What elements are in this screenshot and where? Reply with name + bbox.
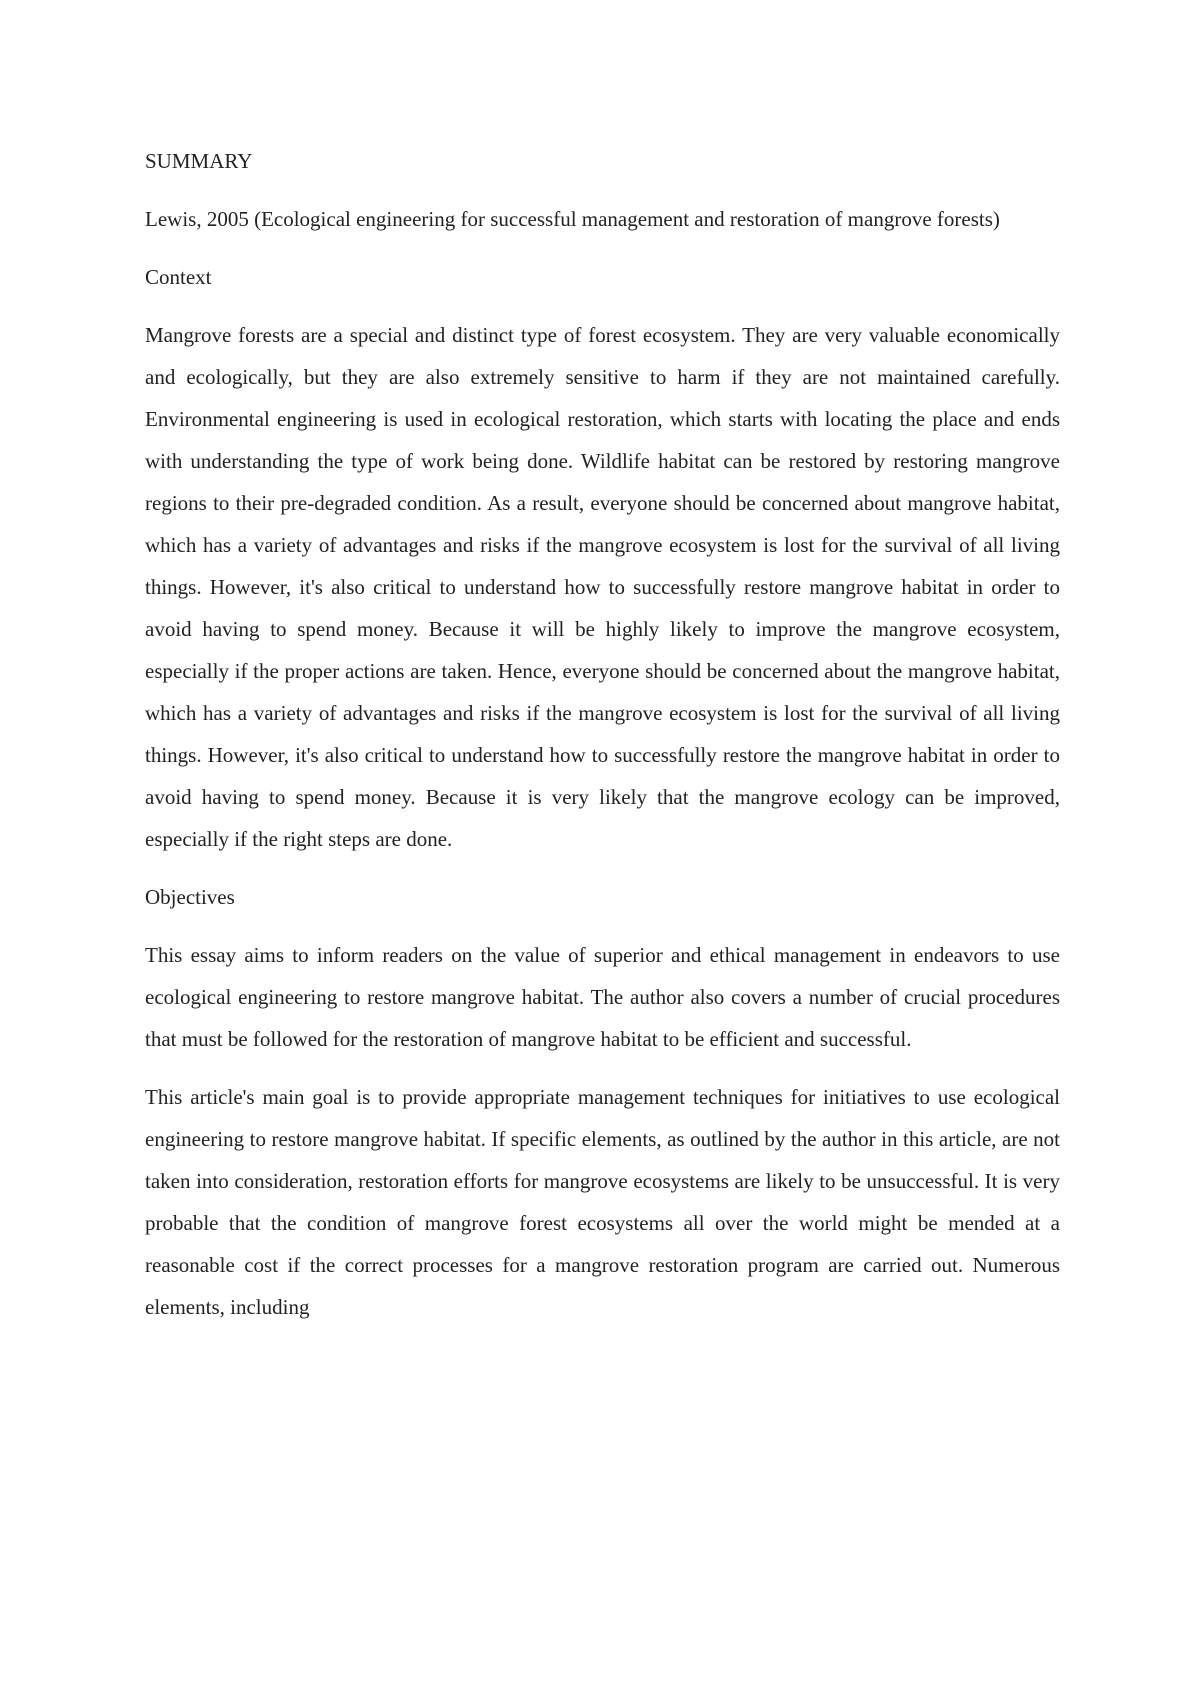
objectives-paragraph-2: This article's main goal is to provide appropriate management techniques for initiatives to use ecological engineering to restore mangrove habitat. If specific elements, as outlined by the author in this article, are not taken into consideration, restoration efforts for mangrove ecosystems are likely to be unsuccessful. It is very probable that the condition of mangrove forest ecosystems all over the world might be mended at a reasonable cost if the correct processes for a mangrove restoration program are carried out. Numerous elements, including: [145, 1085, 1060, 1319]
section-heading-context: Context: [145, 265, 212, 289]
objectives-paragraph-1: This essay aims to inform readers on the value of superior and ethical management in endeavors to use ecological engineering to restore mangrove habitat. The author also covers a number of crucial procedures that must be followed for the restoration of mangrove habitat to be efficient and successful.: [145, 943, 1060, 1051]
context-paragraph: Mangrove forests are a special and distinct type of forest ecosystem. They are very valuable economically and ecologically, but they are also extremely sensitive to harm if they are not maintained carefully. Environmental engineering is used in ecological restoration, which starts with locating the place and ends with understanding the type of work being done. Wildlife habitat can be restored by restoring mangrove regions to their pre-degraded condition. As a result, everyone should be concerned about mangrove habitat, which has a variety of advantages and risks if the mangrove ecosystem is lost for the survival of all living things. However, it's also critical to understand how to successfully restore mangrove habitat in order to avoid having to spend money. Because it will be highly likely to improve the mangrove ecosystem, especially if the proper actions are taken. Hence, everyone should be concerned about the mangrove habitat, which has a variety of advantages and risks if the mangrove ecosystem is lost for the survival of all living things. However, it's also critical to understand how to successfully restore the mangrove habitat in order to avoid having to spend money. Because it is very likely that the mangrove ecology can be improved, especially if the right steps are done.: [145, 323, 1060, 851]
reference-citation: Lewis, 2005 (Ecological engineering for successful management and restoration of mangrove forests): [145, 207, 1000, 231]
document-title: SUMMARY: [145, 149, 253, 173]
document-body: [145, 140, 1060, 1344]
section-heading-objectives: Objectives: [145, 885, 235, 909]
